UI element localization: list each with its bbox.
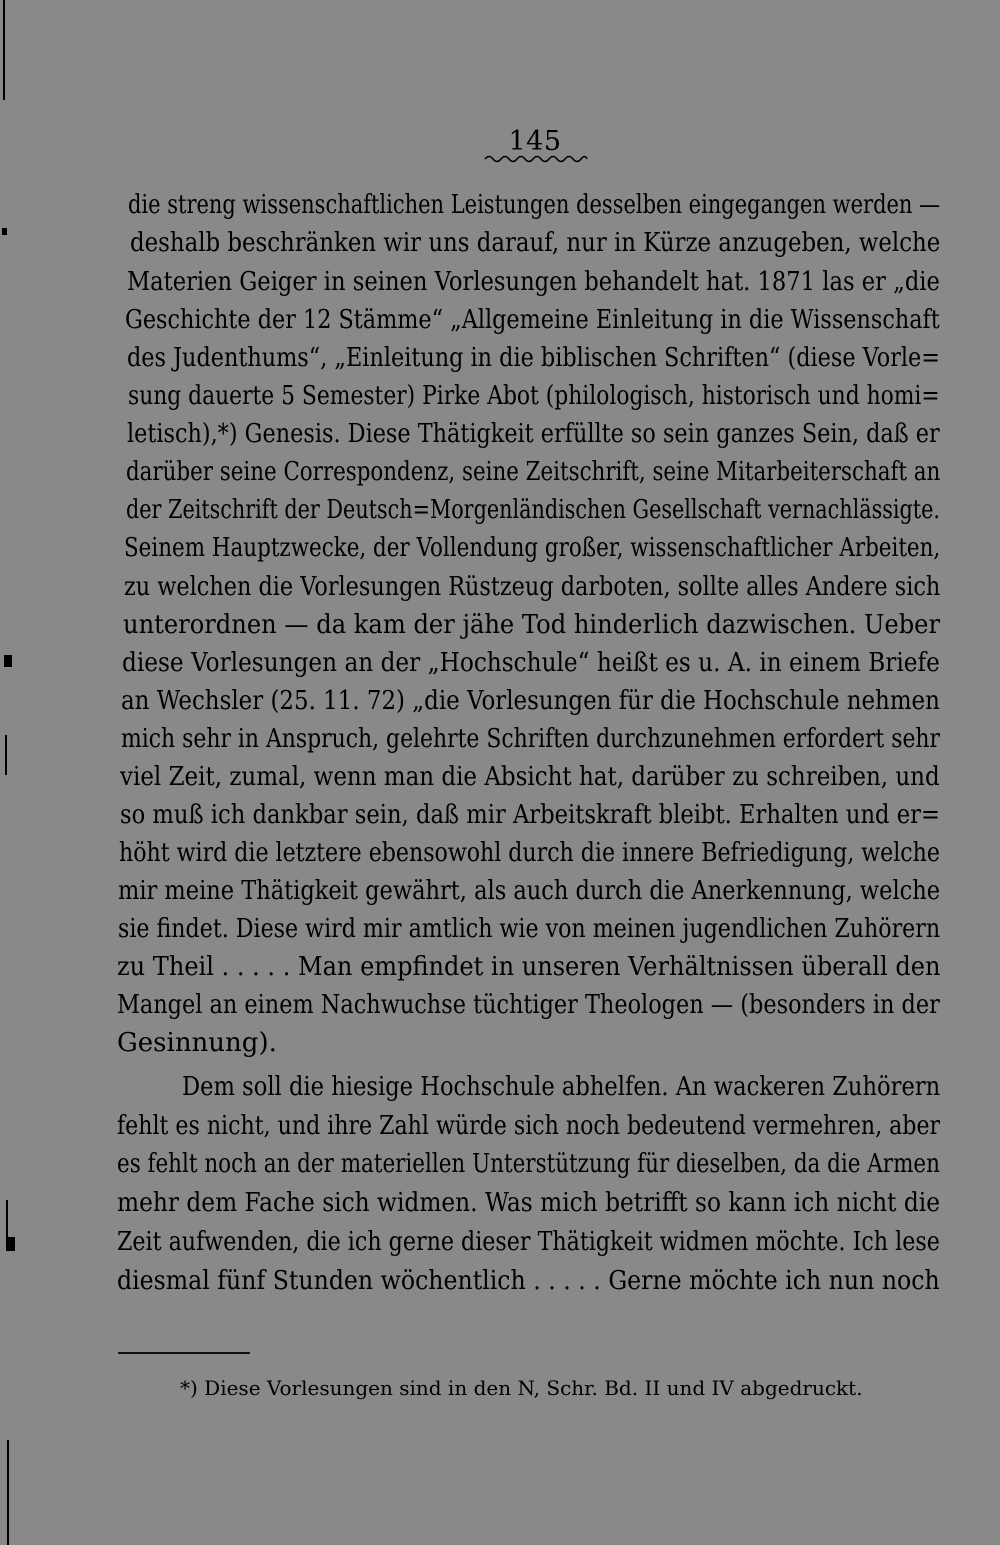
text-line: des Judenthums“, „Einleitung in die biblischen Schriften“ (diese Vorle= xyxy=(127,343,940,373)
text-line: an Wechsler (25. 11. 72) „die Vorlesungen für die Hochschule nehmen xyxy=(121,686,940,716)
text-line: diese Vorlesungen an der „Hochschule“ heißt es u. A. in einem Briefe xyxy=(122,648,940,678)
text-line: mehr dem Fache sich widmen. Was mich betrifft so kann ich nicht die xyxy=(117,1188,940,1218)
scan-edge-mark xyxy=(2,228,7,235)
text-line: zu Theil . . . . . Man empfindet in unseren Verhältnissen überall den xyxy=(117,952,941,982)
scan-edge-mark xyxy=(3,0,5,100)
text-line: Mangel an einem Nachwuchse tüchtiger Theologen — (besonders in der xyxy=(117,990,940,1020)
text-line: der Zeitschrift der Deutsch=Morgenländischen Gesellschaft vernachlässigte. xyxy=(126,495,940,525)
text-line: mich sehr in Anspruch, gelehrte Schriften durchzunehmen erfordert sehr xyxy=(121,724,940,754)
text-line: sung dauerte 5 Semester) Pirke Abot (philologisch, historisch und homi= xyxy=(128,381,940,411)
text-line: Geschichte der 12 Stämme“ „Allgemeine Einleitung in die Wissenschaft xyxy=(125,305,940,335)
text-line: Gesinnung). xyxy=(117,1028,277,1058)
scan-edge-mark xyxy=(7,1440,9,1545)
scan-edge-mark xyxy=(5,735,7,775)
text-line: höht wird die letztere ebensowohl durch die innere Befriedigung, welche xyxy=(119,838,940,868)
text-line: sie findet. Diese wird mir amtlich wie von meinen jugendlichen Zuhörern xyxy=(118,914,941,944)
scan-edge-mark xyxy=(6,1237,15,1251)
text-line: mir meine Thätigkeit gewährt, als auch durch die Anerkennung, welche xyxy=(118,876,941,906)
text-line: deshalb beschränken wir uns darauf, nur in Kürze anzugeben, welche xyxy=(130,228,941,258)
page-number: 145 xyxy=(508,126,562,157)
text-line: Dem soll die hiesige Hochschule abhelfen. An wackeren Zuhörern xyxy=(182,1072,941,1102)
footnote: *) Diese Vorlesungen sind in den N, Schr. Bd. II und IV abgedruckt. xyxy=(180,1376,863,1400)
text-line: zu welchen die Vorlesungen Rüstzeug darboten, sollte alles Andere sich xyxy=(124,572,941,602)
text-line: es fehlt noch an der materiellen Unterstützung für dieselben, da die Armen xyxy=(117,1149,940,1179)
scan-edge-mark xyxy=(4,655,12,667)
text-line: Zeit aufwenden, die ich gerne dieser Thätigkeit widmen möchte. Ich lese xyxy=(117,1227,940,1257)
text-line: darüber seine Correspondenz, seine Zeitschrift, seine Mitarbeiterschaft an xyxy=(126,457,941,487)
text-line: letisch),*) Genesis. Diese Thätigkeit erfüllte so sein ganzes Sein, daß er xyxy=(127,419,940,449)
text-line: Seinem Hauptzwecke, der Vollendung großer, wissenschaftlicher Arbeiten, xyxy=(124,533,941,563)
text-line: viel Zeit, zumal, wenn man die Absicht hat, darüber zu schreiben, und xyxy=(120,762,940,792)
text-line: fehlt es nicht, und ihre Zahl würde sich noch bedeutend vermehren, aber xyxy=(117,1111,941,1141)
page-number-ornament xyxy=(483,152,589,166)
text-line: unterordnen — da kam der jähe Tod hinderlich dazwischen. Ueber xyxy=(123,610,941,640)
text-line: die streng wissenschaftlichen Leistungen desselben eingegangen werden — xyxy=(128,190,941,220)
text-line: so muß ich dankbar sein, daß mir Arbeitskraft bleibt. Erhalten und er= xyxy=(120,800,940,830)
text-line: Materien Geiger in seinen Vorlesungen behandelt hat. 1871 las er „die xyxy=(127,267,940,297)
text-line: diesmal fünf Stunden wöchentlich . . . . . Gerne möchte ich nun noch xyxy=(117,1266,940,1296)
footnote-rule xyxy=(118,1352,250,1354)
